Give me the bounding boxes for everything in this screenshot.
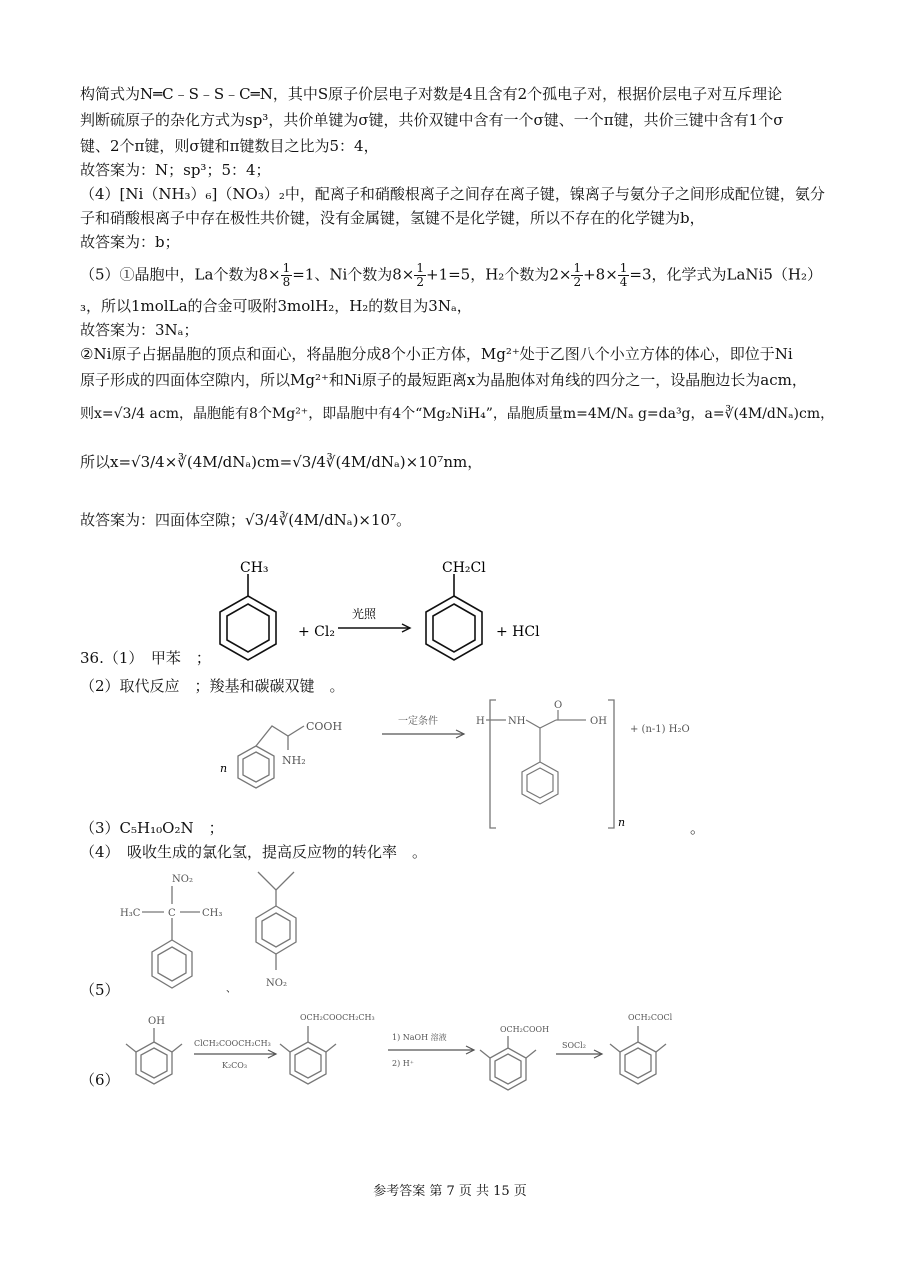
text-fragment: +8× (583, 265, 618, 284)
h3c-label: H₃C (120, 908, 141, 919)
text-fragment: +1=5，H₂个数为2× (426, 265, 572, 284)
fraction (414, 262, 426, 289)
arrow-icon (556, 1050, 602, 1058)
fraction (618, 262, 630, 289)
answer-36-2: （2）取代反应 ；羧基和碳碳双键 。 (80, 677, 345, 695)
condition-label: 一定条件 (398, 716, 438, 727)
reagent-label: ClCH₂COOCH₂CH₃ (194, 1039, 271, 1048)
chloromethyl-label: CH₂Cl (442, 560, 486, 576)
text-line: 故答案为：N；sp³；5：4； (80, 161, 271, 179)
arrow-icon (194, 1050, 276, 1058)
answer-36-4: （4） 吸收生成的氯化氢，提高反应物的转化率 。 (80, 843, 428, 861)
benzene-ring-icon (280, 1026, 336, 1084)
text-line: ②Ni原子占据晶胞的顶点和面心，将晶胞分成8个小正方体，Mg²⁺处于乙图八个小立方体的体心，即位于Ni (80, 345, 793, 363)
byproduct-label: + HCl (496, 624, 540, 640)
oh-label: OH (590, 716, 607, 727)
text-line: 构简式为N═C﹣S﹣S﹣C═N，其中S原子价层电子对数是4且含有2个孤电子对，根据价层电子对互斥理论 (80, 85, 783, 103)
text-line: 故答案为：四面体空隙；√3/4∛(4M/dNₐ)×10⁷。 (80, 511, 412, 529)
repeat-n: n (618, 816, 626, 829)
h-label: H (476, 716, 485, 727)
page-footer: 参考答案 第 7 页 共 15 页 (373, 1184, 527, 1199)
arrow-icon (338, 624, 410, 632)
fraction-numerator: 1 (619, 261, 628, 275)
n-coefficient: n (220, 762, 228, 775)
text-line: 键、2个π键，则σ键和π键数目之比为5：4， (80, 137, 379, 155)
answer-36-5: （5） (80, 981, 120, 999)
socl2-label: SOCl₂ (562, 1041, 586, 1050)
benzene-ring-icon (220, 574, 276, 660)
ester-label: OCH₂COOCH₂CH₃ (300, 1013, 375, 1022)
fraction-numerator: 1 (416, 261, 424, 275)
isomer-structures (110, 866, 330, 996)
text-fragment: =3，化学式为LaNi5（H₂） (629, 265, 822, 284)
benzene-ring-icon (142, 886, 200, 988)
fraction-denominator: 4 (619, 275, 628, 289)
benzene-ring-icon (480, 1036, 536, 1090)
arrow-icon (388, 1046, 474, 1054)
text-line: 所以x=√3/4×∛(4M/dNₐ)cm=√3/4∛(4M/dNₐ)×10⁷nm， (80, 453, 483, 471)
fraction-denominator: 8 (282, 275, 291, 289)
fraction-numerator: 1 (573, 261, 582, 275)
reaction-scheme-toluene (200, 556, 580, 676)
fraction (281, 262, 293, 289)
fraction-denominator: 2 (573, 275, 582, 289)
text-line: 原子形成的四面体空隙内，所以Mg²⁺和Ni原子的最短距离x为晶胞体对角线的四分之一，设晶胞边长为acm， (80, 371, 807, 389)
ch3-label: CH₃ (202, 908, 223, 919)
synthesis-route (118, 1006, 688, 1106)
oh-label: OH (148, 1016, 165, 1027)
answer-36-3-end: 。 (690, 819, 706, 837)
no2-label: NO₂ (172, 874, 193, 885)
reagent-label: + Cl₂ (298, 624, 335, 640)
text-line: ₃，所以1molLa的合金可吸附3molH₂，H₂的数目为3Nₐ， (80, 297, 472, 315)
step1-label: 1) NaOH 溶液 (392, 1033, 447, 1042)
benzene-ring-icon (610, 1026, 666, 1084)
text-line: 子和硝酸根离子中存在极性共价键，没有金属键，氢键不是化学键，所以不存在的化学键为b， (80, 209, 705, 227)
text-line: 故答案为：3Nₐ； (80, 321, 199, 339)
fraction-numerator: 1 (282, 261, 291, 275)
no2-label: NO₂ (266, 978, 287, 989)
base-label: K₂CO₃ (222, 1061, 248, 1070)
nh-label: NH (508, 716, 526, 727)
text-line: 则x=√3/4 acm，晶胞能有8个Mg²⁺，即晶胞中有4个“Mg₂NiH₄”，晶胞质量m=4M/Nₐ g=da³g，a=∛(4M/dNₐ)cm， (80, 406, 835, 422)
amino-label: NH₂ (282, 754, 306, 767)
text-line: 故答案为：b； (80, 233, 180, 251)
benzene-ring-icon (426, 574, 482, 660)
step2-label: 2) H⁺ (392, 1059, 414, 1068)
formula-line (80, 262, 822, 289)
benzene-ring-icon (256, 872, 296, 970)
text-fragment: （5）①晶胞中，La个数为8× (80, 265, 281, 284)
text-line: 判断硫原子的杂化方式为sp³，共价单键为σ键，共价双键中含有一个σ键、一个π键，共价三键中含有1个σ (80, 111, 784, 129)
condition-label: 光照 (352, 607, 377, 621)
fraction-denominator: 2 (416, 275, 424, 289)
carboxyl-label: COOH (306, 720, 343, 733)
reaction-scheme-polymerization (220, 698, 740, 832)
benzene-ring-icon (126, 1028, 182, 1084)
arrow-icon (382, 730, 464, 738)
answer-36-1: 36.（1） 甲苯 ； (80, 649, 211, 667)
polymer-backbone-icon (486, 710, 586, 804)
answer-36-3: （3）C₅H₁₀O₂N ； (80, 819, 224, 837)
text-line: （4）[Ni（NH₃）₆]（NO₃）₂中，配离子和硝酸根离子之间存在离子键，镍离子与氨分子之间形成配位键，氨分 (80, 185, 825, 203)
acid-label: OCH₂COOH (500, 1025, 550, 1034)
methyl-label: CH₃ (240, 560, 269, 576)
o-label: O (554, 700, 563, 711)
c-label: C (168, 908, 176, 919)
fraction (571, 262, 583, 289)
separator: 、 (226, 984, 236, 995)
text-fragment: =1、Ni个数为8× (292, 265, 415, 284)
answer-36-6: （6） (80, 1071, 120, 1089)
water-label: + (n-1) H₂O (630, 724, 690, 735)
acyl-chloride-label: OCH₂COCl (628, 1013, 673, 1022)
